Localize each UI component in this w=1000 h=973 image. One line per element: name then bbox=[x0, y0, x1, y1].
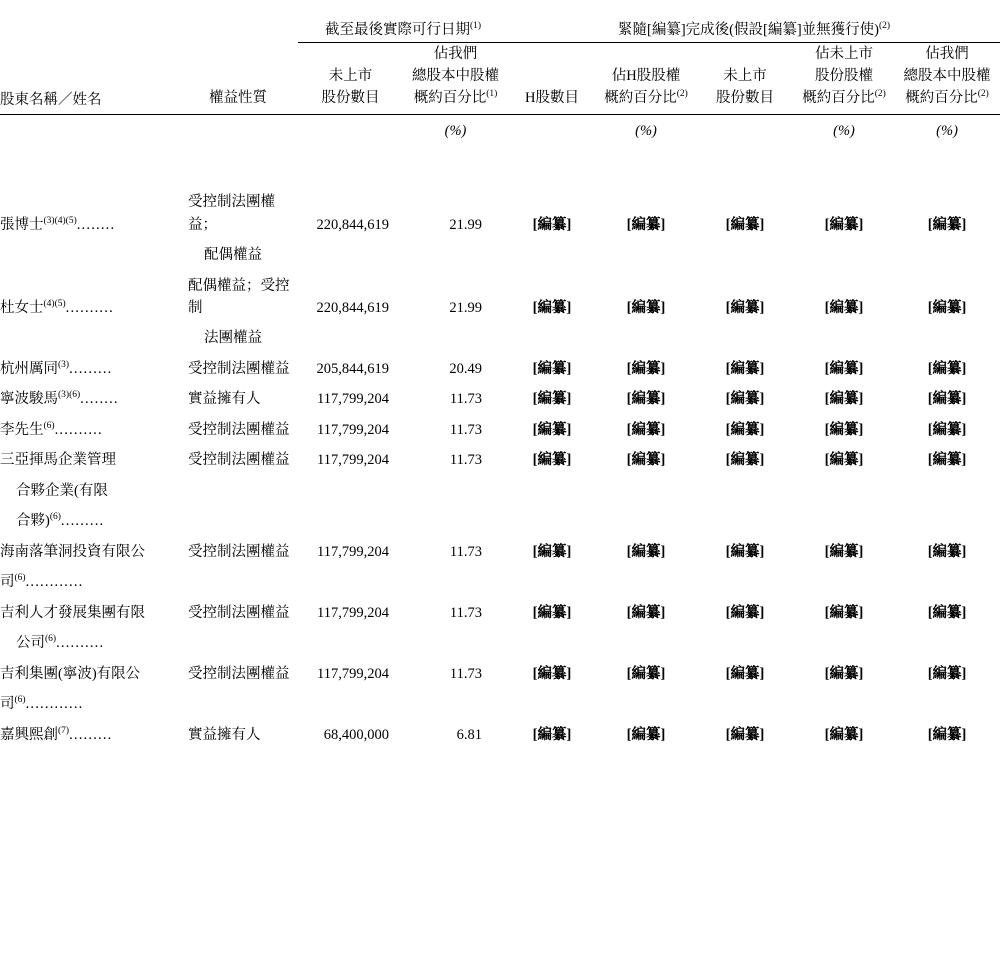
leader-dots: .......... bbox=[56, 635, 105, 652]
table-row-continuation bbox=[0, 320, 1000, 350]
col-header-pct-total-share-capital: 佔我們 總股本中股權 概約百分比$^{(1)}$ bbox=[412, 46, 499, 107]
header-body-gap bbox=[0, 140, 1000, 184]
row-pct-total: 21.99 bbox=[449, 299, 483, 316]
row-name-cont: 司$^{(6)}$............ bbox=[0, 573, 84, 591]
footnote-marker: (6) bbox=[14, 573, 26, 584]
row-unlisted-after: [編纂] bbox=[725, 216, 765, 233]
row-pct-h: [編纂] bbox=[626, 604, 666, 621]
row-nature-cont: 法團權益 bbox=[204, 330, 262, 347]
unit-pct3: (%) bbox=[936, 123, 958, 140]
leader-dots: ......... bbox=[60, 513, 105, 530]
unit-name bbox=[0, 115, 178, 141]
row-pct-h: [編纂] bbox=[626, 421, 666, 438]
leader-dots: .......... bbox=[65, 299, 114, 316]
row-name-cont bbox=[0, 320, 178, 350]
row-unlisted-after: [編纂] bbox=[725, 421, 765, 438]
row-pct-unlisted-after: [編纂] bbox=[824, 726, 864, 743]
table-row bbox=[0, 595, 1000, 625]
table-row bbox=[0, 381, 1000, 411]
table-row bbox=[0, 412, 1000, 442]
row-name-cont bbox=[0, 237, 178, 267]
row-pct-total-after: [編纂] bbox=[927, 360, 967, 377]
row-unlisted-shares: 68,400,000 bbox=[323, 726, 389, 743]
unit-h bbox=[508, 115, 596, 141]
row-pct-h: [編纂] bbox=[626, 299, 666, 316]
row-pct-total-after: [編纂] bbox=[927, 543, 967, 560]
row-name: 杭州厲同$^{(3)}$......... bbox=[0, 360, 113, 377]
row-nature: 受控制法團權益 bbox=[188, 421, 290, 438]
row-pct-total-after: [編纂] bbox=[927, 452, 967, 469]
row-pct-total-after: [編纂] bbox=[927, 391, 967, 408]
group-header-row bbox=[0, 0, 1000, 42]
row-nature: 受控制法團權益； bbox=[188, 194, 275, 233]
footnote-marker: (6) bbox=[43, 421, 55, 432]
row-name: 寧波駿馬$^{(3)(6)}$........ bbox=[0, 390, 119, 408]
row-name: 三亞揮馬企業管理 bbox=[0, 452, 116, 469]
row-pct-h: [編纂] bbox=[626, 360, 666, 377]
row-nature: 受控制法團權益 bbox=[188, 452, 290, 469]
col-header-h-shares: H股數目 bbox=[525, 90, 579, 107]
row-nature: 受控制法團權益 bbox=[188, 604, 290, 621]
row-pct-unlisted-after: [編纂] bbox=[824, 543, 864, 560]
row-nature: 受控制法團權益 bbox=[188, 665, 290, 682]
row-unlisted-shares: 117,799,204 bbox=[317, 604, 389, 621]
footnote-marker: (2) bbox=[676, 89, 688, 100]
leader-dots: .......... bbox=[54, 421, 103, 438]
row-name-cont: 公司$^{(6)}$.......... bbox=[16, 634, 105, 652]
table-row-continuation bbox=[0, 625, 1000, 655]
unit-pct2: (%) bbox=[833, 123, 855, 140]
group-header-after-listing: 緊隨[編纂]完成後(假設[編纂]並無獲行使)$^{(2)}$ bbox=[618, 21, 891, 38]
row-h-shares: [編纂] bbox=[532, 421, 572, 438]
row-pct-unlisted-after: [編纂] bbox=[824, 665, 864, 682]
row-nature: 受控制法團權益 bbox=[188, 360, 290, 377]
table-row-continuation bbox=[0, 564, 1000, 594]
row-pct-total-after: [編纂] bbox=[927, 299, 967, 316]
row-unlisted-after: [編纂] bbox=[725, 604, 765, 621]
row-pct-unlisted-after: [編纂] bbox=[824, 604, 864, 621]
leader-dots: ......... bbox=[69, 360, 113, 377]
unit-row bbox=[0, 115, 1000, 141]
row-pct-unlisted-after: [編纂] bbox=[824, 216, 864, 233]
footnote-marker: (3)(4)(5) bbox=[43, 215, 77, 226]
row-unlisted-after: [編纂] bbox=[725, 726, 765, 743]
row-pct-total-after: [編纂] bbox=[927, 216, 967, 233]
row-pct-total: 21.99 bbox=[449, 216, 483, 233]
row-nature: 配偶權益；受控制 bbox=[188, 277, 290, 316]
unit-pct1: (%) bbox=[444, 123, 467, 140]
footnote-marker: (1) bbox=[486, 89, 498, 100]
footnote-marker: (6) bbox=[45, 634, 57, 645]
column-header-row bbox=[0, 43, 1000, 113]
row-pct-unlisted-after: [編纂] bbox=[824, 299, 864, 316]
unit-unlisted2 bbox=[696, 115, 794, 141]
leader-dots: ......... bbox=[69, 726, 113, 743]
col-header-pct-unlisted-after: 佔未上市 股份股權 概約百分比$^{(2)}$ bbox=[802, 46, 886, 107]
row-name: 吉利集團(寧波)有限公 bbox=[0, 665, 141, 682]
row-pct-h: [編纂] bbox=[626, 665, 666, 682]
col-header-nature: 權益性質 bbox=[209, 90, 267, 107]
footnote-marker: (2) bbox=[878, 21, 891, 32]
row-pct-unlisted-after: [編纂] bbox=[824, 452, 864, 469]
table-row bbox=[0, 717, 1000, 747]
leader-dots: ........ bbox=[76, 216, 116, 233]
table-row bbox=[0, 656, 1000, 686]
footnote-marker: (7) bbox=[58, 725, 70, 736]
row-name: 嘉興熙創$^{(7)}$......... bbox=[0, 725, 113, 743]
row-pct-total: 11.73 bbox=[449, 452, 483, 469]
unit-hpct: (%) bbox=[635, 123, 657, 140]
table-row bbox=[0, 534, 1000, 564]
row-h-shares: [編纂] bbox=[532, 543, 572, 560]
row-name-cont: 司$^{(6)}$............ bbox=[0, 695, 84, 713]
row-name: 海南落筆洞投資有限公 bbox=[0, 543, 145, 560]
row-pct-total: 11.73 bbox=[449, 543, 483, 560]
footnote-marker: (2) bbox=[977, 89, 989, 100]
row-nature: 實益擁有人 bbox=[188, 726, 261, 743]
row-unlisted-after: [編纂] bbox=[725, 665, 765, 682]
leader-dots: ........ bbox=[80, 391, 119, 408]
row-unlisted-after: [編纂] bbox=[725, 543, 765, 560]
row-h-shares: [編纂] bbox=[532, 452, 572, 469]
row-pct-total: 11.73 bbox=[449, 604, 483, 621]
row-unlisted-shares: 117,799,204 bbox=[317, 543, 389, 560]
table-row bbox=[0, 184, 1000, 237]
unit-unlisted bbox=[298, 115, 403, 141]
col-header-unlisted-shares-after: 未上市 股份數目 bbox=[716, 68, 775, 107]
col-header-unlisted-shares: 未上市 股份數目 bbox=[321, 68, 380, 107]
group-header-spacer bbox=[0, 0, 298, 42]
row-pct-total: 20.49 bbox=[449, 360, 483, 377]
row-name: 張博士$^{(3)(4)(5)}$........ bbox=[0, 215, 116, 233]
leader-dots: ............ bbox=[25, 574, 84, 591]
row-pct-total: 6.81 bbox=[456, 726, 483, 743]
row-h-shares: [編纂] bbox=[532, 216, 572, 233]
row-pct-h: [編纂] bbox=[626, 216, 666, 233]
row-nature-cont: 配偶權益 bbox=[204, 247, 262, 264]
row-name-cont: 合夥)$^{(6)}$......... bbox=[16, 512, 105, 530]
col-header-shareholder-name: 股東名稱／姓名 bbox=[0, 92, 102, 109]
row-pct-h: [編纂] bbox=[626, 391, 666, 408]
row-pct-total: 11.73 bbox=[449, 665, 483, 682]
table-row-continuation bbox=[0, 503, 1000, 533]
unit-nature bbox=[178, 115, 298, 141]
row-pct-unlisted-after: [編纂] bbox=[824, 360, 864, 377]
row-h-shares: [編纂] bbox=[532, 604, 572, 621]
row-pct-total-after: [編纂] bbox=[927, 604, 967, 621]
row-unlisted-shares: 117,799,204 bbox=[317, 665, 389, 682]
row-unlisted-after: [編纂] bbox=[725, 360, 765, 377]
row-h-shares: [編纂] bbox=[532, 726, 572, 743]
row-name: 李先生$^{(6)}$.......... bbox=[0, 421, 103, 438]
footnote-marker: (2) bbox=[874, 89, 886, 100]
row-unlisted-shares: 220,844,619 bbox=[316, 216, 389, 233]
row-pct-total: 11.73 bbox=[449, 391, 483, 408]
table-row bbox=[0, 268, 1000, 321]
table-row bbox=[0, 351, 1000, 381]
row-pct-h: [編纂] bbox=[626, 726, 666, 743]
row-unlisted-shares: 117,799,204 bbox=[317, 452, 389, 469]
footnote-marker: (3) bbox=[58, 360, 70, 371]
row-nature: 受控制法團權益 bbox=[188, 543, 290, 560]
row-pct-total-after: [編纂] bbox=[927, 665, 967, 682]
footnote-marker: (4)(5) bbox=[43, 299, 66, 310]
group-header-as-of-date: 截至最後實際可行日期$^{(1)}$ bbox=[324, 21, 482, 38]
row-nature: 實益擁有人 bbox=[188, 391, 261, 408]
row-unlisted-shares: 205,844,619 bbox=[316, 360, 389, 377]
row-pct-unlisted-after: [編纂] bbox=[824, 421, 864, 438]
row-pct-unlisted-after: [編纂] bbox=[824, 391, 864, 408]
row-pct-total-after: [編纂] bbox=[927, 421, 967, 438]
row-pct-total: 11.73 bbox=[449, 421, 483, 438]
row-pct-h: [編纂] bbox=[626, 452, 666, 469]
row-name: 杜女士$^{(4)(5)}$.......... bbox=[0, 299, 114, 316]
row-unlisted-after: [編纂] bbox=[725, 299, 765, 316]
leader-dots: ............ bbox=[25, 696, 84, 713]
row-pct-h: [編纂] bbox=[626, 543, 666, 560]
col-header-pct-h-shares: 佔H股股權 概約百分比$^{(2)}$ bbox=[604, 68, 688, 107]
row-h-shares: [編纂] bbox=[532, 665, 572, 682]
row-unlisted-after: [編纂] bbox=[725, 391, 765, 408]
row-h-shares: [編纂] bbox=[532, 360, 572, 377]
row-unlisted-shares: 117,799,204 bbox=[317, 391, 389, 408]
table-row-continuation bbox=[0, 237, 1000, 267]
row-pct-total-after: [編纂] bbox=[927, 726, 967, 743]
row-name: 吉利人才發展集團有限 bbox=[0, 604, 145, 621]
table-row-continuation bbox=[0, 473, 1000, 503]
row-unlisted-shares: 117,799,204 bbox=[317, 421, 389, 438]
footnote-marker: (6) bbox=[49, 512, 61, 523]
footnote-marker: (1) bbox=[469, 21, 482, 32]
row-name-cont: 合夥企業(有限 bbox=[16, 482, 108, 499]
row-unlisted-after: [編纂] bbox=[725, 452, 765, 469]
col-header-pct-total-after: 佔我們 總股本中股權 概約百分比$^{(2)}$ bbox=[903, 46, 991, 107]
table-row bbox=[0, 442, 1000, 472]
row-h-shares: [編纂] bbox=[532, 299, 572, 316]
footnote-marker: (6) bbox=[14, 695, 26, 706]
table-row-continuation bbox=[0, 686, 1000, 716]
footnote-marker: (3)(6) bbox=[58, 390, 81, 401]
row-h-shares: [編纂] bbox=[532, 391, 572, 408]
row-unlisted-shares: 220,844,619 bbox=[316, 299, 389, 316]
